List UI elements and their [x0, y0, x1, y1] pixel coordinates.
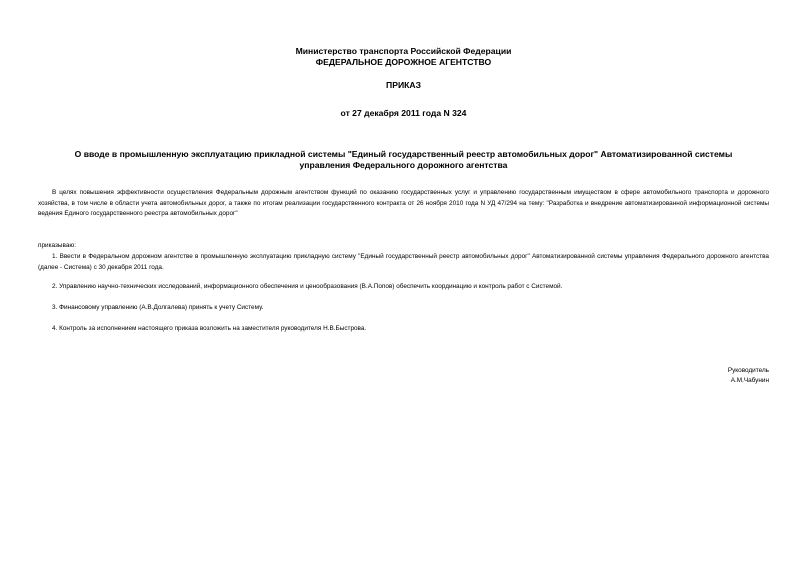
order-word: приказываю:: [38, 242, 76, 249]
signature-position: Руководитель: [727, 367, 769, 374]
signature-name: А.М.Чабунин: [730, 377, 769, 384]
document-title-line-2: управления Федерального дорожного агентства: [299, 160, 508, 170]
order-item-3: 3. Финансовому управлению (А.В.Долгалева) принять к учету Систему.: [52, 304, 264, 311]
preamble-paragraph: В целях повышения эффективности осуществления Федеральным дорожным агентством функций по оказанию государственных услуг и управлению государственным имуществом в сфере автомобильного транспорта и дорожного хозяйства, в том числе в области учета автомобильных дорог, а также по итогам реализации государственного контракта от 26 ноября 2010 года N УД 47/294 на тему: "Разработка и внедрение автоматизированной информационной системы ведения Единого государственного реестра автомобильных дорог": [38, 189, 769, 217]
order-item-4: 4. Контроль за исполнением настоящего приказа возложить на заместителя руководителя Н.В.Быстрова.: [52, 325, 367, 332]
agency-name: ФЕДЕРАЛЬНОЕ ДОРОЖНОЕ АГЕНТСТВО: [315, 57, 492, 67]
order-item-1: 1. Ввести в Федеральном дорожном агентстве в промышленную эксплуатацию прикладную систему "Единый государственный реестр автомобильных дорог" Автоматизированной системы управления Федерального дорожного агентства (далее - Система) с 30 декабря 2011 года.: [38, 253, 769, 271]
ministry-name: Министерство транспорта Российской Федерации: [295, 46, 512, 56]
document-type: ПРИКАЗ: [386, 80, 421, 90]
document-date-number: от 27 декабря 2011 года N 324: [340, 108, 467, 118]
document-title-line-1: О вводе в промышленную эксплуатацию прикладной системы "Единый государственный реестр автомобильных дорог" Автоматизированной системы: [74, 149, 733, 159]
order-item-2: 2. Управлению научно-технических исследований, информационного обеспечения и ценообразования (В.А.Попов) обеспечить координацию и контроль работ с Системой.: [52, 283, 563, 290]
